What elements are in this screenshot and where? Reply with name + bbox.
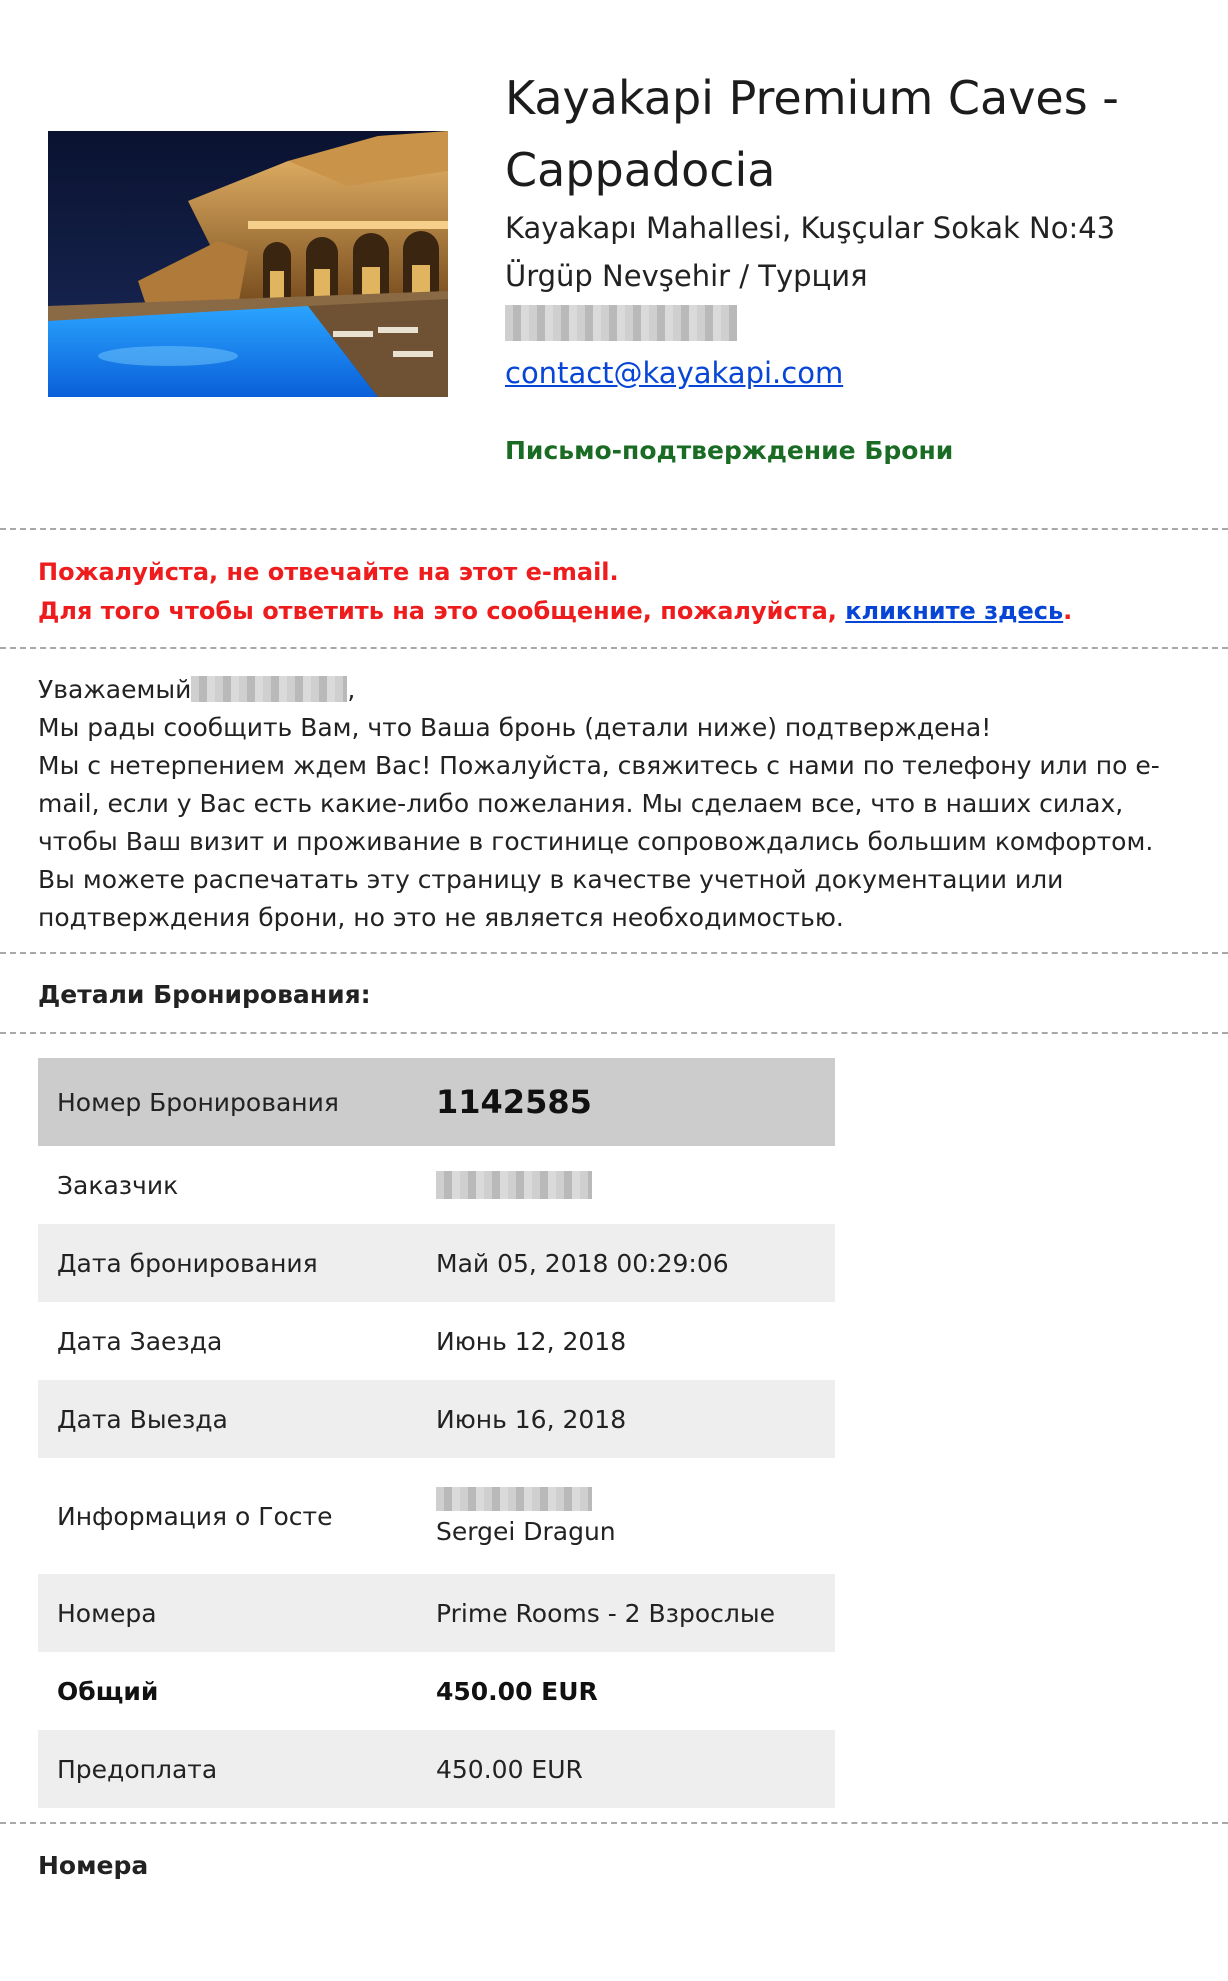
separator [0,1032,1228,1034]
greeting-comma: , [347,675,356,704]
table-row-checkout [38,1380,835,1458]
table-row-booking-date [38,1224,835,1302]
redacted-guest-contact [436,1487,592,1511]
customer-label: Заказчик [57,1170,179,1200]
total-value: 450.00 EUR [436,1676,598,1706]
rooms-label: Номера [57,1598,157,1628]
guest-info-value [436,1458,616,1574]
print-paragraph: Вы можете распечатать эту страницу в качестве учетной документации или подтверждения брони, но это не является необходимостью. [38,865,1064,932]
reply-link[interactable]: кликните здесь [845,597,1064,625]
booking-details-table [38,1058,835,1808]
booking-number-value: 1142585 [436,1083,592,1121]
checkout-value: Июнь 16, 2018 [436,1404,627,1434]
reply-instruction-end: . [1063,597,1073,625]
table-row-checkin [38,1302,835,1380]
separator [0,647,1228,649]
redacted-phone-number [505,305,737,341]
prepayment-label: Предоплата [57,1754,218,1784]
redacted-guest-name [191,676,347,702]
guest-info-label: Информация о Госте [57,1501,333,1531]
greeting: Уважаемый [38,675,192,704]
confirmation-line: Мы рады сообщить Вам, что Ваша бронь (детали ниже) подтверждена! [38,713,992,742]
checkin-value: Июнь 12, 2018 [436,1326,627,1356]
prepayment-value: 450.00 EUR [436,1754,583,1784]
hotel-email-link[interactable]: contact@kayakapi.com [505,356,844,390]
redacted-customer-name [436,1171,592,1199]
checkout-label: Дата Выезда [57,1404,228,1434]
separator [0,1822,1228,1824]
table-row-guest-info [38,1458,835,1574]
separator [0,528,1228,530]
customer-value [436,1146,592,1224]
hotel-address-line2: Ürgüp Nevşehir / Турция [505,259,868,293]
total-label: Общий [57,1676,159,1706]
rooms-value: Prime Rooms - 2 Взрослые [436,1598,775,1628]
table-row-prepayment [38,1730,835,1808]
contact-paragraph: Мы с нетерпением ждем Вас! Пожалуйста, свяжитесь с нами по телефону или по e-mail, если у Вас есть какие-либо пожелания. Мы сделаем все, что в наших силах, чтобы Ваш визит и проживание в гостинице сопровождались большим комфортом. [38,751,1160,856]
rooms-section-heading: Номера [38,1851,149,1880]
table-row-booking-number [38,1058,835,1146]
hotel-address-line1: Kayakapı Mahallesi, Kuşçular Sokak No:43 [505,211,1116,245]
message-body [38,671,1198,937]
document-type-title: Письмо-подтверждение Брони [505,436,954,465]
hotel-photo [48,131,448,397]
table-row-total [38,1652,835,1730]
no-reply-warning: Пожалуйста, не отвечайте на этот e-mail. [38,558,619,586]
hotel-name: Kayakapi Premium Caves - Cappadocia [505,71,1119,197]
booking-number-label: Номер Бронирования [57,1087,339,1117]
separator [0,952,1228,954]
booking-details-heading: Детали Бронирования: [38,980,371,1009]
greeting-line [38,671,1198,709]
checkin-label: Дата Заезда [57,1326,223,1356]
guest-name: Sergei Dragun [436,1516,616,1546]
reply-instruction [38,594,1072,628]
reply-instruction-text: Для того чтобы ответить на это сообщение, пожалуйста, [38,597,846,625]
booking-date-label: Дата бронирования [57,1248,318,1278]
booking-date-value: Май 05, 2018 00:29:06 [436,1248,729,1278]
table-row-customer [38,1146,835,1224]
table-row-rooms [38,1574,835,1652]
